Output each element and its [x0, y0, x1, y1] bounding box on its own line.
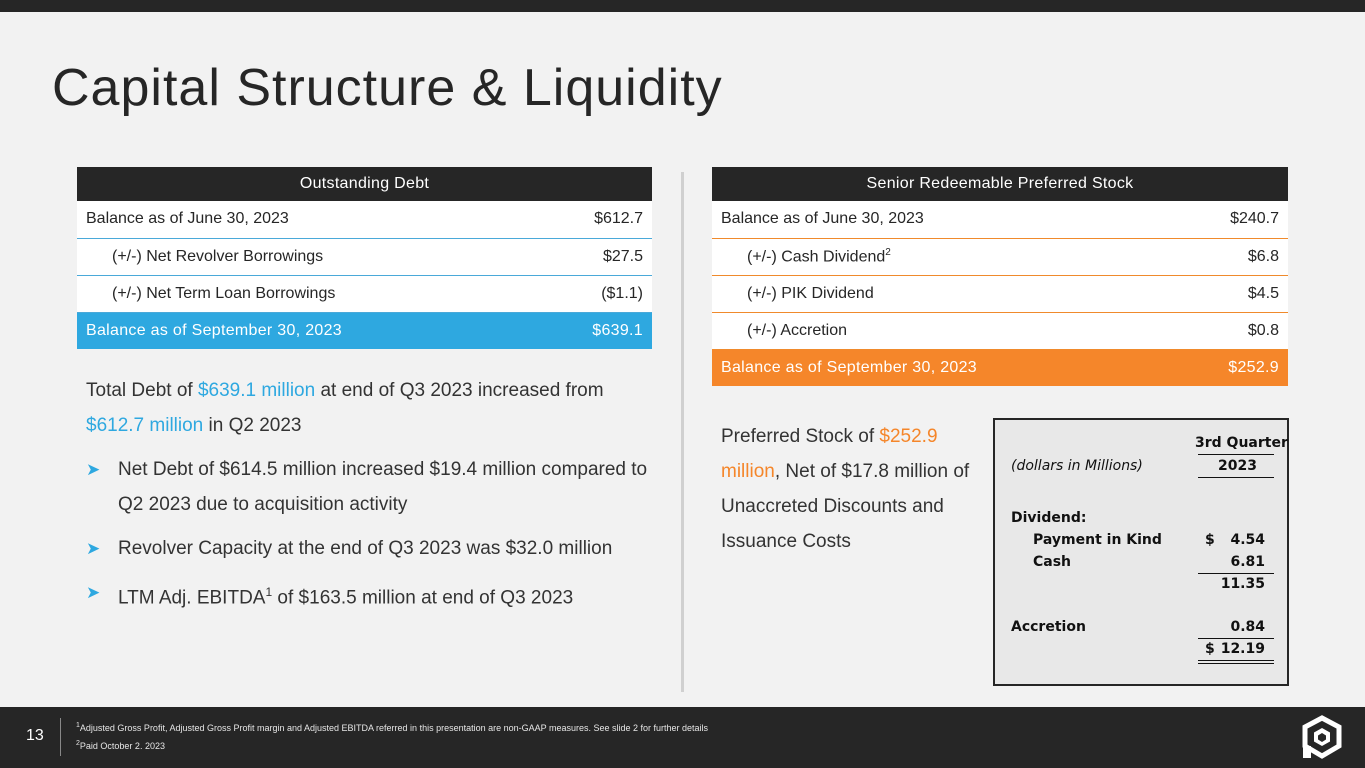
dividend-schedule-box [993, 418, 1289, 686]
row-label: Balance as of September 30, 2023 [712, 349, 1172, 386]
bullet-text: Revolver Capacity at the end of Q3 2023 was $32.0 million [118, 538, 613, 559]
list-item [86, 531, 666, 566]
currency-symbol: $ [1205, 532, 1215, 548]
column-header-quarter: 3rd Quarter [1195, 435, 1288, 451]
page-title: Capital Structure & Liquidity [52, 59, 723, 117]
footnote-marker: 1 [76, 722, 80, 729]
row-value: $240.7 [1172, 201, 1288, 238]
table-row [712, 201, 1288, 238]
total-rule [1198, 638, 1274, 639]
arrow-bullet-icon: ➤ [86, 460, 101, 479]
units-label: (dollars in Millions) [1011, 458, 1143, 474]
accretion-label: Accretion [1011, 619, 1086, 635]
cash-value: 6.81 [1230, 554, 1265, 570]
highlight-preferred-value: $252.9 million [721, 426, 938, 482]
total-value: 12.19 [1220, 641, 1265, 657]
row-value: $0.8 [1172, 312, 1288, 349]
footnote-2 [76, 740, 165, 751]
table-total-row [712, 349, 1288, 386]
text: at end of Q3 2023 increased from [315, 380, 604, 401]
row-label: Balance as of June 30, 2023 [712, 201, 1172, 238]
company-logo-icon [1300, 715, 1344, 759]
row-label: Balance as of September 30, 2023 [77, 312, 537, 349]
cash-label: Cash [1033, 554, 1072, 570]
table-row [712, 312, 1288, 349]
footer-separator [60, 718, 61, 756]
row-value: $612.7 [537, 201, 652, 238]
footnote-marker: 2 [885, 246, 891, 258]
currency-symbol: $ [1205, 641, 1215, 657]
subtotal-value: 11.35 [1220, 576, 1265, 592]
header-underline [1198, 454, 1274, 455]
table-row [712, 275, 1288, 312]
text: Preferred Stock of [721, 426, 880, 447]
debt-summary-intro [86, 373, 666, 443]
table-header-row [77, 167, 652, 201]
text: in Q2 2023 [203, 415, 302, 436]
row-value: $6.8 [1172, 238, 1288, 275]
row-value: $252.9 [1172, 349, 1288, 386]
accretion-value: 0.84 [1230, 619, 1265, 635]
footnote-1 [76, 722, 708, 733]
arrow-bullet-icon: ➤ [86, 539, 101, 558]
footnote-marker: 2 [76, 740, 80, 747]
debt-bullet-list [86, 452, 666, 615]
subtotal-rule [1198, 573, 1274, 574]
row-label-text: (+/-) Cash Dividend [747, 248, 886, 266]
outstanding-debt-table [77, 167, 652, 349]
debt-summary [86, 373, 666, 624]
row-label [712, 238, 1172, 275]
bullet-text: of $163.5 million at end of Q3 2023 [272, 587, 574, 609]
column-header-year: 2023 [1218, 458, 1257, 474]
highlight-total-debt: $639.1 million [197, 380, 316, 401]
bullet-text: LTM Adj. EBITDA [118, 587, 266, 609]
highlight-prior-debt: $612.7 million [86, 415, 204, 436]
text: , Net of $17.8 million of Unaccreted Discounts and Issuance Costs [721, 461, 970, 552]
preferred-summary [721, 419, 971, 559]
list-item [86, 452, 666, 522]
table-total-row [77, 312, 652, 349]
row-value: ($1.1) [537, 275, 652, 312]
preferred-stock-header: Senior Redeemable Preferred Stock [712, 167, 1288, 201]
top-bar [0, 0, 1365, 12]
row-value: $4.5 [1172, 275, 1288, 312]
pik-value: 4.54 [1230, 532, 1265, 548]
page-number: 13 [26, 727, 44, 744]
bullet-text: Net Debt of $614.5 million increased $19.4 million compared to Q2 2023 due to acquisition activity [118, 459, 648, 515]
footnote-marker: 1 [265, 585, 273, 599]
header-underline [1198, 477, 1274, 478]
arrow-bullet-icon: ➤ [86, 583, 101, 602]
footnote-text: Paid October 2. 2023 [79, 741, 165, 751]
outstanding-debt-header: Outstanding Debt [77, 167, 652, 201]
row-label: Balance as of June 30, 2023 [77, 201, 537, 238]
double-underline [1198, 663, 1274, 664]
preferred-stock-table [712, 167, 1288, 386]
text: Total Debt of [86, 380, 198, 401]
double-underline [1198, 660, 1274, 661]
row-label: (+/-) Net Revolver Borrowings [77, 238, 537, 275]
list-item [86, 575, 666, 615]
row-value: $639.1 [537, 312, 652, 349]
row-label: (+/-) Accretion [712, 312, 1172, 349]
row-label: (+/-) PIK Dividend [712, 275, 1172, 312]
footnote-text: Adjusted Gross Profit, Adjusted Gross Profit margin and Adjusted EBITDA referred in this presentation are non-GAAP measures. See slide 2 for further details [79, 723, 709, 733]
column-divider [681, 172, 684, 692]
table-header-row [712, 167, 1288, 201]
pik-label: Payment in Kind [1033, 532, 1162, 548]
row-label: (+/-) Net Term Loan Borrowings [77, 275, 537, 312]
table-row [77, 201, 652, 238]
dividend-section-label: Dividend: [1011, 510, 1087, 526]
table-row [77, 238, 652, 275]
row-value: $27.5 [537, 238, 652, 275]
table-row [77, 275, 652, 312]
footer-bar [0, 707, 1365, 768]
table-row [712, 238, 1288, 275]
